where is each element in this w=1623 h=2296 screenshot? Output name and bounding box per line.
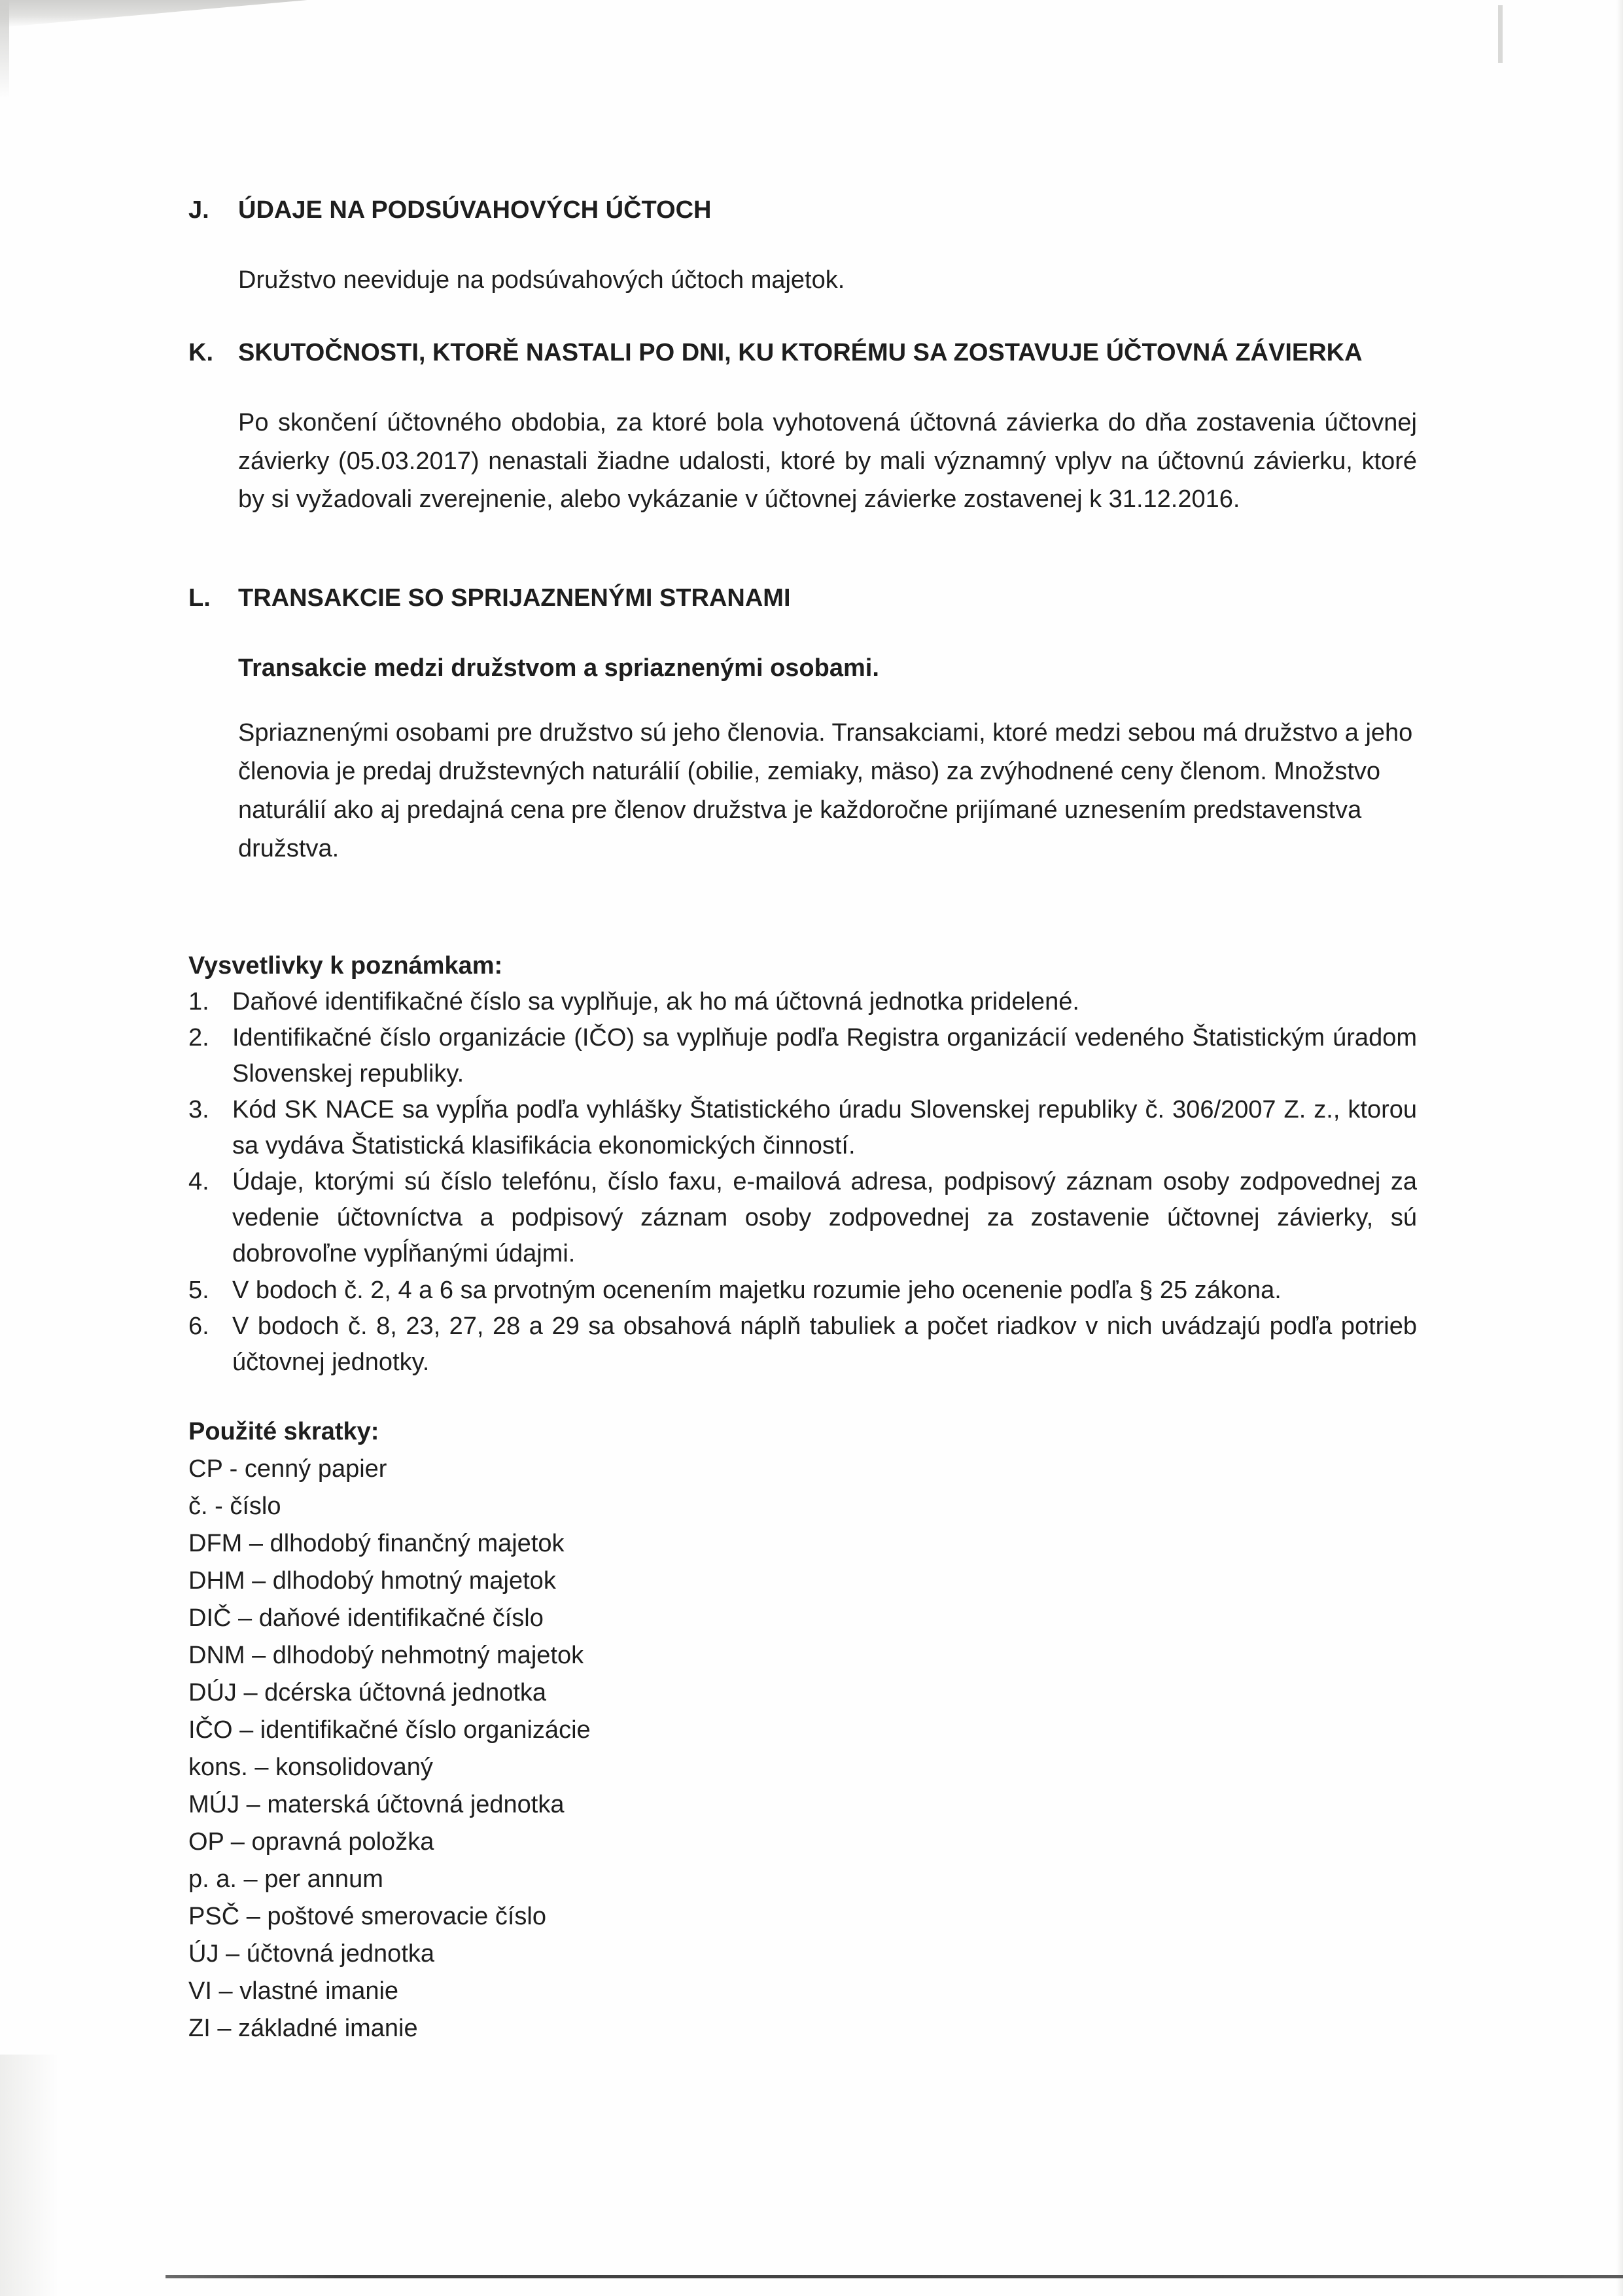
- paragraph: Spriaznenými osobami pre družstvo sú jeho členovia. Transakciami, ktoré medzi sebou má družstvo a jeho členovia je predaj družstevných naturálií (obilie, zemiaky, mäso) za zvýhodnené ceny členom. Množstvo naturálií ako aj predajná cena pre členov družstva je každoročne prijímané uznesením predstavenstva družstva.: [238, 719, 1413, 862]
- section-title: SKUTOČNOSTI, KTORĚ NASTALI PO DNI, KU KTORÉMU SA ZOSTAVUJE ÚČTOVNÁ ZÁVIERKA: [238, 338, 1363, 366]
- abbreviation-line: ZI – základné imanie: [188, 2014, 418, 2042]
- abbreviation-line: p. a. – per annum: [188, 1865, 383, 1893]
- section-j-body: [188, 261, 1417, 300]
- note-number: 4.: [188, 1168, 209, 1196]
- note-text: V bodoch č. 2, 4 a 6 sa prvotným ocenením majetku rozumie jeho ocenenie podľa § 25 zákona.: [232, 1276, 1282, 1304]
- abbreviation-line: VI – vlastné imanie: [188, 1977, 399, 2005]
- abbreviation-line: DNM – dlhodobý nehmotný majetok: [188, 1641, 584, 1669]
- note-item: [188, 1273, 1417, 1309]
- note-text: Identifikačné číslo organizácie (IČO) sa vyplňuje podľa Registra organizácií vedeného Štatistickým úradom Slovenskej republiky.: [232, 1023, 1417, 1087]
- abbreviation-line: OP – opravná položka: [188, 1828, 434, 1856]
- section-k-heading: [188, 334, 1417, 372]
- note-text: Údaje, ktorými sú číslo telefónu, číslo faxu, e-mailová adresa, podpisový záznam osoby zodpovednej za vedenie účtovníctva a podpisový záznam osoby zodpovednej za zostavenie účtovnej závierky, sú dobrovoľne vypĺňanými údajmi.: [232, 1168, 1417, 1268]
- document-content: [188, 191, 1417, 2047]
- abbreviation-line: MÚJ – materská účtovná jednotka: [188, 1790, 565, 1818]
- abbreviation-line: ÚJ – účtovná jednotka: [188, 1939, 435, 1968]
- scan-artifact-bottom-left: [0, 2055, 59, 2296]
- section-l-subtitle-row: [188, 649, 1417, 714]
- note-number: 1.: [188, 987, 209, 1016]
- scan-artifact-right-edge: [1616, 0, 1623, 2296]
- scan-artifact-left-edge: [0, 0, 9, 98]
- section-letter: K.: [188, 338, 213, 366]
- paragraph: Po skončení účtovného obdobia, za ktoré bola vyhotovená účtovná závierka do dňa zostavenia účtovnej závierky (05.03.2017) nenastali žiadne udalosti, ktoré by mali významný vplyv na účtovnú závierku, ktoré by si vyžadovali zverejnenie, alebo vykázanie v účtovnej závierke zostavenej k 31.12.2016.: [238, 408, 1417, 514]
- section-letter: J.: [188, 196, 209, 224]
- abbreviation-line: DFM – dlhodobý finančný majetok: [188, 1529, 565, 1557]
- note-item: [188, 1092, 1417, 1164]
- section-k-body: [188, 404, 1417, 520]
- note-number: 3.: [188, 1096, 209, 1124]
- note-number: 2.: [188, 1023, 209, 1051]
- section-l-heading: [188, 579, 1417, 618]
- note-item: [188, 1020, 1417, 1092]
- scan-artifact-top-left: [0, 0, 307, 27]
- note-number: 6.: [188, 1312, 209, 1340]
- abbreviation-line: CP - cenný papier: [188, 1455, 387, 1483]
- abbreviations-heading: Použité skratky:: [188, 1417, 379, 1445]
- section-subtitle: Transakcie medzi družstvom a spriaznenými osobami.: [238, 654, 879, 682]
- scan-artifact-right-mark: [1498, 5, 1503, 63]
- abbreviation-line: č. - číslo: [188, 1492, 281, 1520]
- note-number: 5.: [188, 1276, 209, 1304]
- abbreviation-line: DHM – dlhodobý hmotný majetok: [188, 1566, 556, 1595]
- note-item: [188, 1309, 1417, 1381]
- abbreviation-line: DÚJ – dcérska účtovná jednotka: [188, 1678, 547, 1706]
- note-text: Daňové identifikačné číslo sa vyplňuje, ak ho má účtovná jednotka pridelené.: [232, 987, 1079, 1016]
- section-l-body: [188, 714, 1417, 868]
- section-title: TRANSAKCIE SO SPRIJAZNENÝMI STRANAMI: [238, 584, 791, 612]
- abbreviation-line: kons. – konsolidovaný: [188, 1753, 433, 1781]
- abbreviation-line: PSČ – poštové smerovacie číslo: [188, 1902, 547, 1930]
- note-item: [188, 984, 1417, 1020]
- section-j-heading: [188, 191, 1417, 230]
- notes-heading: Vysvetlivky k poznámkam:: [188, 951, 503, 980]
- note-text: Kód SK NACE sa vypĺňa podľa vyhlášky Štatistického úradu Slovenskej republiky č. 306/2007 Z. z., ktorou sa vydáva Štatistická klasifikácia ekonomických činností.: [232, 1096, 1417, 1160]
- note-text: V bodoch č. 8, 23, 27, 28 a 29 sa obsahová náplň tabuliek a počet riadkov v nich uvádzajú podľa potrieb účtovnej jednotky.: [232, 1312, 1417, 1376]
- note-item: [188, 1164, 1417, 1272]
- paragraph: Družstvo neeviduje na podsúvahových účtoch majetok.: [238, 266, 845, 294]
- abbreviation-line: IČO – identifikačné číslo organizácie: [188, 1716, 591, 1744]
- section-title: ÚDAJE NA PODSÚVAHOVÝCH ÚČTOCH: [238, 196, 712, 224]
- abbreviation-line: DIČ – daňové identifikačné číslo: [188, 1604, 544, 1632]
- section-letter: L.: [188, 584, 211, 612]
- scan-artifact-bottom-line: [166, 2275, 1623, 2278]
